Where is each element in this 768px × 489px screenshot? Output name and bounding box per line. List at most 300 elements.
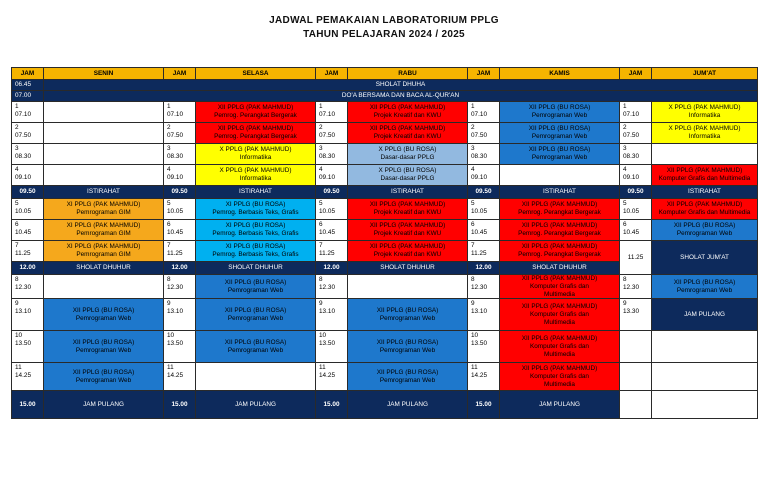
time-slot-cell	[467, 362, 500, 391]
time-slot-cell	[11, 240, 44, 262]
cell-text: JAM	[476, 69, 491, 77]
cell-text: Dasar-dasar PPLG	[380, 154, 435, 161]
cell-text: XII PPLG (PAK MAHMUD)	[521, 302, 598, 310]
time-slot-cell	[467, 219, 500, 241]
cell-text: XII PPLG (PAK MAHMUD)	[521, 364, 598, 372]
cell-text: 1	[623, 103, 627, 110]
cell-text: 10.45	[623, 229, 639, 236]
schedule-cell	[347, 362, 468, 391]
cell-text: SHOLAT DHUHUR	[532, 264, 587, 271]
time-slot-cell	[163, 240, 196, 262]
schedule-cell	[195, 261, 316, 275]
time-slot-cell	[619, 330, 652, 363]
schedule-cell	[651, 122, 758, 144]
cell-text: Komputer Grafis dan	[530, 372, 589, 380]
schedule-cell	[499, 122, 620, 144]
time-slot-cell	[163, 390, 196, 419]
cell-text: 8	[15, 276, 19, 283]
time-slot-cell	[315, 122, 348, 144]
cell-text: 1	[167, 103, 171, 110]
cell-text: JAM PULANG	[684, 310, 725, 318]
time-slot-cell	[315, 274, 348, 299]
cell-text: 6	[471, 221, 475, 228]
cell-text: 13.50	[471, 340, 487, 347]
cell-text: 6	[15, 221, 19, 228]
cell-text: 07.50	[623, 132, 639, 139]
cell-text: 09.50	[323, 188, 340, 195]
time-slot-cell	[163, 219, 196, 241]
cell-text: 2	[167, 124, 171, 131]
cell-text: 6	[167, 221, 171, 228]
time-slot-cell	[467, 143, 500, 165]
schedule-cell	[43, 101, 164, 123]
cell-text: SENIN	[93, 69, 114, 77]
cell-text: 12.00	[19, 264, 36, 271]
cell-text: 5	[15, 200, 19, 207]
schedule-cell	[499, 362, 620, 391]
cell-text: SHOLAT DHUHA	[375, 81, 426, 88]
schedule-cell	[499, 219, 620, 241]
cell-text: JAM	[20, 69, 35, 77]
cell-text: DO'A BERSAMA DAN BACA AL-QUR'AN	[341, 92, 460, 99]
schedule-cell	[195, 390, 316, 419]
cell-text: 07.10	[319, 111, 335, 118]
schedule-cell	[499, 185, 620, 199]
time-slot-cell	[315, 330, 348, 363]
cell-text: 08.30	[15, 153, 31, 160]
cell-text: X PPLG (BU ROSA)	[378, 146, 437, 153]
cell-text: Pemrograman Web	[379, 346, 436, 354]
cell-text: Pemrog. Berbasis Teks, Grafis	[212, 251, 299, 258]
cell-text: Multimedia	[544, 290, 575, 298]
schedule-cell	[347, 390, 468, 419]
cell-text: ISTIRAHAT	[87, 188, 120, 195]
cell-text: 3	[471, 145, 475, 152]
cell-text: RABU	[398, 69, 417, 77]
cell-text: Projek Kreatif dan KWU	[373, 209, 442, 216]
time-slot-cell	[467, 330, 500, 363]
cell-text: 3	[15, 145, 19, 152]
time-slot-cell	[467, 122, 500, 144]
cell-text: 12.00	[475, 264, 492, 271]
cell-text: 08.30	[319, 153, 335, 160]
time-slot-cell	[315, 198, 348, 220]
cell-text: Pemrograman Web	[676, 230, 733, 237]
schedule-cell	[499, 143, 620, 165]
cell-text: Pemrograman Web	[676, 286, 733, 294]
cell-text: Pemrograman Web	[531, 112, 588, 119]
cell-text: 08.30	[167, 153, 183, 160]
schedule-cell	[499, 274, 620, 299]
schedule-cell	[43, 298, 164, 331]
cell-text: XI PPLG (PAK MAHMUD)	[66, 243, 141, 250]
schedule-cell	[347, 274, 468, 299]
cell-text: 10.05	[15, 208, 31, 215]
schedule-cell	[195, 330, 316, 363]
schedule-cell	[43, 122, 164, 144]
cell-text: 13.30	[623, 308, 639, 315]
schedule-cell	[651, 185, 758, 199]
time-slot-cell	[11, 185, 44, 199]
cell-text: SHOLAT JUM'AT	[680, 253, 729, 261]
academic-year-subtitle: TAHUN PELAJARAN 2024 / 2025	[303, 29, 465, 40]
cell-text: 09.10	[167, 174, 183, 181]
time-slot-cell	[619, 274, 652, 299]
time-slot-cell	[315, 185, 348, 199]
cell-text: 10.05	[319, 208, 335, 215]
cell-text: 4	[319, 166, 323, 173]
cell-text: 4	[471, 166, 475, 173]
schedule-cell	[347, 185, 468, 199]
schedule-cell	[347, 122, 468, 144]
cell-text: XII PPLG (BU ROSA)	[376, 306, 439, 314]
cell-text: XII PPLG (PAK MAHMUD)	[369, 243, 446, 250]
cell-text: Multimedia	[544, 350, 575, 358]
time-slot-cell	[619, 185, 652, 199]
cell-text: 13.10	[15, 308, 31, 315]
cell-text: XII PPLG (PAK MAHMUD)	[666, 167, 743, 174]
cell-text: Pemrog. Perangkat Bergerak	[214, 112, 297, 119]
cell-text: Projek Kreatif dan KWU	[373, 112, 442, 119]
cell-text: 14.25	[319, 372, 335, 379]
cell-text: 07.50	[471, 132, 487, 139]
cell-text: 10.05	[623, 208, 639, 215]
schedule-cell	[43, 330, 164, 363]
schedule-cell	[347, 101, 468, 123]
cell-text: 13.50	[167, 340, 183, 347]
schedule-cell	[651, 362, 758, 391]
time-slot-cell	[11, 219, 44, 241]
cell-text: 07.50	[167, 132, 183, 139]
cell-text: 07.10	[167, 111, 183, 118]
schedule-cell	[347, 330, 468, 363]
cell-text: 8	[471, 276, 475, 283]
cell-text: 11	[167, 364, 174, 371]
time-slot-cell	[619, 198, 652, 220]
cell-text: 4	[623, 166, 627, 173]
cell-text: 14.25	[471, 372, 487, 379]
cell-text: 13.10	[471, 308, 487, 315]
cell-text: 11	[15, 364, 22, 371]
cell-text: X PPLG (PAK MAHMUD)	[219, 146, 292, 153]
cell-text: Pemrog. Perangkat Bergerak	[214, 133, 297, 140]
cell-text: Dasar-dasar PPLG	[380, 175, 435, 182]
time-slot-cell	[11, 198, 44, 220]
cell-text: XII PPLG (PAK MAHMUD)	[666, 201, 743, 208]
cell-text: Projek Kreatif dan KWU	[373, 251, 442, 258]
cell-text: 10.45	[471, 229, 487, 236]
time-slot-cell	[467, 101, 500, 123]
cell-text: Pemrograman Web	[75, 346, 132, 354]
cell-text: ISTIRAHAT	[688, 188, 721, 195]
time-slot-cell	[11, 143, 44, 165]
cell-text: 07.50	[15, 132, 31, 139]
cell-text: 5	[623, 200, 627, 207]
schedule-cell	[195, 164, 316, 186]
cell-text: 08.30	[471, 153, 487, 160]
cell-text: 1	[319, 103, 323, 110]
schedule-cell	[347, 261, 468, 275]
cell-text: 5	[471, 200, 475, 207]
time-slot-cell	[315, 164, 348, 186]
cell-text: JAM	[628, 69, 643, 77]
cell-text: Projek Kreatif dan KWU	[373, 230, 442, 237]
time-slot-cell	[163, 330, 196, 363]
cell-text: Pemrograman Web	[227, 346, 284, 354]
schedule-cell	[499, 330, 620, 363]
schedule-cell	[651, 298, 758, 331]
time-slot-cell	[619, 298, 652, 331]
cell-text: 12.00	[323, 264, 340, 271]
schedule-cell	[43, 219, 164, 241]
cell-text: XI PPLG (BU ROSA)	[225, 201, 286, 208]
cell-text: 13.50	[15, 340, 31, 347]
schedule-cell	[651, 219, 758, 241]
schedule-cell	[195, 362, 316, 391]
schedule-cell	[651, 198, 758, 220]
cell-text: Informatika	[239, 154, 272, 161]
cell-text: XII PPLG (BU ROSA)	[224, 278, 287, 286]
cell-text: Pemrograman Web	[227, 314, 284, 322]
cell-text: XI PPLG (PAK MAHMUD)	[66, 201, 141, 208]
cell-text: 7	[15, 242, 19, 249]
cell-text: 15.00	[323, 400, 340, 408]
cell-text: 7	[319, 242, 323, 249]
cell-text: XII PPLG (PAK MAHMUD)	[217, 125, 294, 132]
cell-text: XII PPLG (BU ROSA)	[224, 338, 287, 346]
cell-text: 8	[623, 276, 627, 283]
cell-text: JAM	[324, 69, 339, 77]
cell-text: Informatika	[688, 112, 721, 119]
cell-text: Komputer Grafis dan	[530, 310, 589, 318]
cell-text: JAM PULANG	[387, 400, 428, 408]
cell-text: 8	[319, 276, 323, 283]
time-slot-cell	[315, 219, 348, 241]
cell-text: JAM	[172, 69, 187, 77]
cell-text: Komputer Grafis dan	[530, 342, 589, 350]
time-slot-cell	[619, 362, 652, 391]
cell-text: 10.45	[319, 229, 335, 236]
cell-text: 10	[471, 332, 479, 339]
lab-schedule-table	[11, 67, 757, 420]
cell-text: Multimedia	[544, 318, 575, 326]
schedule-cell	[195, 143, 316, 165]
cell-text: Pemrograman Web	[379, 376, 436, 384]
time-slot-cell	[315, 298, 348, 331]
cell-text: XII PPLG (PAK MAHMUD)	[369, 104, 446, 111]
cell-text: Pemrograman Web	[75, 314, 132, 322]
time-slot-cell	[163, 362, 196, 391]
cell-text: 11	[319, 364, 326, 371]
schedule-title: JADWAL PEMAKAIAN LABORATORIUM PPLG	[269, 15, 499, 26]
cell-text: Pemrograman Web	[531, 133, 588, 140]
schedule-cell	[43, 390, 164, 419]
cell-text: 14.25	[167, 372, 183, 379]
time-slot-cell	[11, 390, 44, 419]
schedule-cell	[195, 298, 316, 331]
cell-text: ISTIRAHAT	[543, 188, 576, 195]
cell-text: 12.30	[623, 284, 639, 291]
time-slot-cell	[11, 261, 44, 275]
cell-text: 14.25	[15, 372, 31, 379]
cell-text: 13.10	[319, 308, 335, 315]
cell-text: Pemrograman Web	[531, 154, 588, 161]
cell-text: Informatika	[239, 175, 272, 182]
cell-text: XII PPLG (PAK MAHMUD)	[369, 125, 446, 132]
cell-text: SHOLAT DHUHUR	[76, 264, 131, 271]
time-slot-cell	[619, 143, 652, 165]
cell-text: X PPLG (PAK MAHMUD)	[668, 104, 741, 111]
cell-text: 10.05	[167, 208, 183, 215]
cell-text: JAM PULANG	[83, 400, 124, 408]
cell-text: 10	[15, 332, 23, 339]
time-slot-cell	[467, 261, 500, 275]
cell-text: 09.50	[171, 188, 188, 195]
cell-text: 1	[15, 103, 19, 110]
cell-text: XII PPLG (BU ROSA)	[528, 146, 591, 153]
cell-text: XII PPLG (BU ROSA)	[673, 278, 736, 286]
cell-text: 10	[319, 332, 327, 339]
cell-text: 9	[471, 300, 475, 307]
schedule-cell	[499, 101, 620, 123]
cell-text: 7	[167, 242, 171, 249]
time-slot-cell	[619, 390, 652, 419]
cell-text: 12.30	[167, 284, 183, 291]
cell-text: X PPLG (PAK MAHMUD)	[219, 167, 292, 174]
schedule-cell	[347, 198, 468, 220]
cell-text: 12.00	[171, 264, 188, 271]
cell-text: XII PPLG (PAK MAHMUD)	[369, 222, 446, 229]
cell-text: SELASA	[242, 69, 269, 77]
time-slot-cell	[467, 298, 500, 331]
cell-text: 10	[167, 332, 175, 339]
cell-text: Pemrog. Berbasis Teks, Grafis	[212, 209, 299, 216]
cell-text: Komputer Grafis dan Multimedia	[658, 175, 751, 182]
cell-text: XII PPLG (BU ROSA)	[72, 368, 135, 376]
cell-text: 08.30	[623, 153, 639, 160]
cell-text: JUM'AT	[692, 69, 717, 77]
schedule-cell	[651, 101, 758, 123]
time-slot-cell	[619, 164, 652, 186]
time-slot-cell	[163, 198, 196, 220]
cell-text: X PPLG (PAK MAHMUD)	[668, 125, 741, 132]
time-slot-cell	[619, 122, 652, 144]
cell-text: 11.25	[471, 250, 487, 257]
cell-text: XII PPLG (PAK MAHMUD)	[217, 104, 294, 111]
cell-text: 9	[319, 300, 323, 307]
cell-text: XII PPLG (BU ROSA)	[72, 338, 135, 346]
time-slot-cell	[163, 122, 196, 144]
time-slot-cell	[467, 240, 500, 262]
cell-text: 12.30	[471, 284, 487, 291]
schedule-cell	[43, 164, 164, 186]
cell-text: Komputer Grafis dan	[530, 282, 589, 290]
cell-text: XII PPLG (BU ROSA)	[673, 222, 736, 229]
cell-text: 07.10	[623, 111, 639, 118]
schedule-cell	[651, 143, 758, 165]
cell-text: 15.00	[171, 400, 188, 408]
time-slot-cell	[315, 362, 348, 391]
time-slot-cell	[163, 143, 196, 165]
cell-text: JAM PULANG	[539, 400, 580, 408]
cell-text: ISTIRAHAT	[391, 188, 424, 195]
cell-text: XII PPLG (BU ROSA)	[224, 306, 287, 314]
cell-text: 12.30	[15, 284, 31, 291]
cell-text: 07.10	[471, 111, 487, 118]
schedule-cell	[347, 143, 468, 165]
cell-text: 07.00	[15, 92, 31, 99]
time-slot-cell	[467, 390, 500, 419]
cell-text: Projek Kreatif dan KWU	[373, 133, 442, 140]
time-slot-cell	[619, 240, 652, 275]
cell-text: 1	[471, 103, 475, 110]
time-slot-cell	[163, 261, 196, 275]
cell-text: Pemrograman Web	[75, 376, 132, 384]
cell-text: 09.50	[627, 188, 644, 195]
schedule-cell	[195, 219, 316, 241]
schedule-cell	[499, 298, 620, 331]
cell-text: Pemrograman Web	[379, 314, 436, 322]
cell-text: XII PPLG (PAK MAHMUD)	[521, 222, 598, 229]
time-slot-cell	[467, 164, 500, 186]
cell-text: 6	[623, 221, 627, 228]
cell-text: X PPLG (BU ROSA)	[378, 167, 437, 174]
cell-text: 13.50	[319, 340, 335, 347]
schedule-cell	[651, 330, 758, 363]
cell-text: 4	[15, 166, 19, 173]
schedule-cell	[347, 298, 468, 331]
schedule-cell	[43, 240, 164, 262]
time-slot-cell	[315, 143, 348, 165]
cell-text: 13.10	[167, 308, 183, 315]
cell-text: Pemrog. Perangkat Bergerak	[518, 251, 601, 258]
schedule-cell	[347, 240, 468, 262]
cell-text: 5	[167, 200, 171, 207]
cell-text: 09.50	[475, 188, 492, 195]
cell-text: Multimedia	[544, 380, 575, 388]
cell-text: 09.10	[319, 174, 335, 181]
schedule-cell	[43, 261, 164, 275]
cell-text: XII PPLG (PAK MAHMUD)	[521, 334, 598, 342]
time-slot-cell	[11, 274, 44, 299]
cell-text: 15.00	[19, 400, 36, 408]
cell-text: XII PPLG (BU ROSA)	[376, 338, 439, 346]
schedule-cell	[195, 185, 316, 199]
time-slot-cell	[315, 390, 348, 419]
cell-text: XII PPLG (BU ROSA)	[376, 368, 439, 376]
schedule-cell	[499, 390, 620, 419]
schedule-cell	[651, 240, 758, 275]
cell-text: Pemrog. Perangkat Bergerak	[518, 230, 601, 237]
cell-text: 2	[15, 124, 19, 131]
schedule-cell	[499, 198, 620, 220]
cell-text: 11.25	[319, 250, 335, 257]
cell-text: 07.50	[319, 132, 335, 139]
schedule-cell	[43, 198, 164, 220]
cell-text: 12.30	[319, 284, 335, 291]
cell-text: XII PPLG (BU ROSA)	[72, 306, 135, 314]
schedule-cell	[347, 219, 468, 241]
time-slot-cell	[11, 362, 44, 391]
cell-text: 10.45	[15, 229, 31, 236]
cell-text: 10.05	[471, 208, 487, 215]
cell-text: 7	[471, 242, 475, 249]
schedule-cell	[43, 185, 164, 199]
cell-text: XII PPLG (PAK MAHMUD)	[369, 201, 446, 208]
cell-text: Pemrograman GIM	[76, 209, 131, 216]
schedule-cell	[43, 274, 164, 299]
time-slot-cell	[11, 101, 44, 123]
